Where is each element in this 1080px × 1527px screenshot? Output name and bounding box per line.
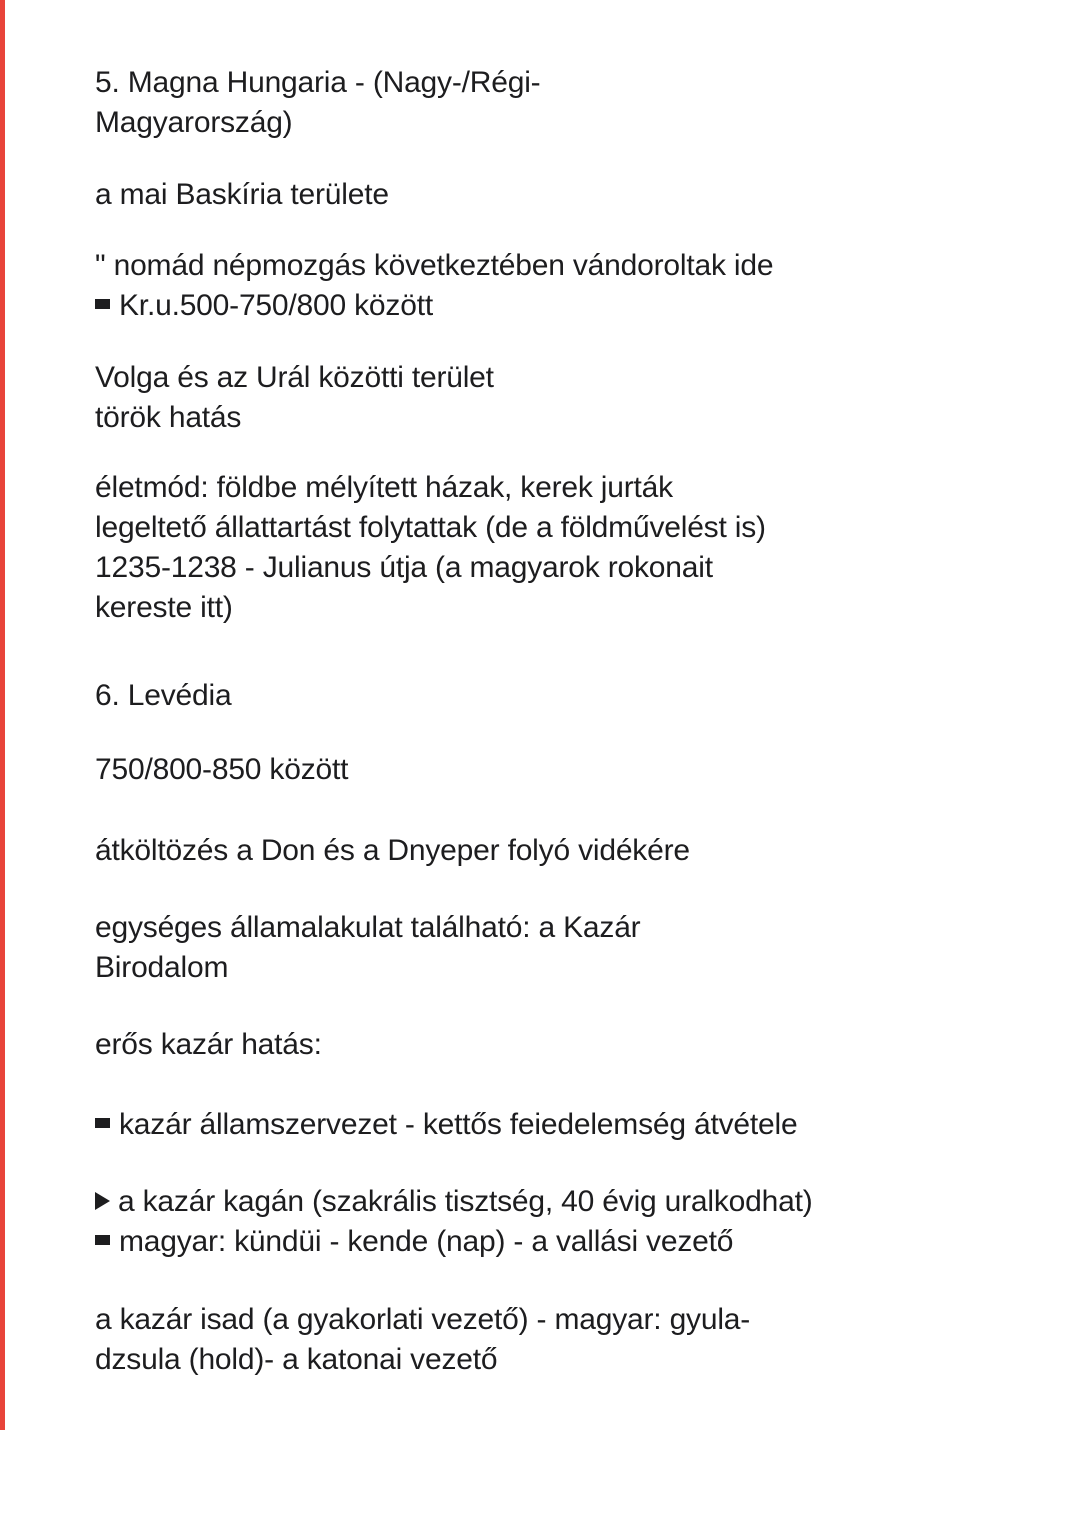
text-line xyxy=(95,1182,1030,1222)
text-line xyxy=(95,676,1030,716)
paragraph-dates xyxy=(95,750,1030,790)
body-text: 750/800-850 között xyxy=(95,753,349,786)
heading-text: Magyarország) xyxy=(95,106,293,139)
text-line xyxy=(95,750,1030,790)
text-line xyxy=(95,1300,1030,1340)
paragraph-allamszervezet xyxy=(95,1105,1030,1145)
square-bullet-icon xyxy=(95,1118,110,1128)
text-line xyxy=(95,175,1030,215)
body-text: Birodalom xyxy=(95,951,229,984)
text-line xyxy=(95,358,1030,398)
body-text: dzsula (hold)- a katonai vezető xyxy=(95,1343,498,1376)
left-red-stripe xyxy=(0,0,5,1430)
text-line xyxy=(95,63,1030,103)
text-line xyxy=(95,1340,1030,1380)
body-text: a mai Baskíria területe xyxy=(95,178,389,211)
paragraph-volga xyxy=(95,358,1030,438)
body-text: életmód: földbe mélyített házak, kerek jurták xyxy=(95,471,673,504)
triangle-bullet-icon xyxy=(95,1192,110,1210)
paragraph-eletmod xyxy=(95,468,1030,628)
body-text: átköltözés a Don és a Dnyeper folyó vidékére xyxy=(95,834,690,867)
text-line xyxy=(95,831,1030,871)
text-line xyxy=(95,1105,1030,1145)
body-text: " nomád népmozgás következtében vándoroltak ide xyxy=(95,249,774,282)
body-text: magyar: kündüi - kende (nap) - a vallási vezető xyxy=(119,1225,734,1258)
heading-text: 5. Magna Hungaria - (Nagy-/Régi- xyxy=(95,66,541,99)
square-bullet-icon xyxy=(95,299,110,309)
body-text: kereste itt) xyxy=(95,591,233,624)
text-line xyxy=(95,548,1030,588)
paragraph-eros-hatas xyxy=(95,1025,1030,1065)
heading-text: 6. Levédia xyxy=(95,679,232,712)
text-line xyxy=(95,588,1030,628)
paragraph-baskiria xyxy=(95,175,1030,215)
body-text: Kr.u.500-750/800 között xyxy=(119,289,433,322)
body-text: Volga és az Urál közötti terület xyxy=(95,361,494,394)
text-line xyxy=(95,468,1030,508)
text-line xyxy=(95,908,1030,948)
text-line xyxy=(95,948,1030,988)
text-line xyxy=(95,103,1030,143)
paragraph-isad xyxy=(95,1300,1030,1380)
body-text: a kazár kagán (szakrális tisztség, 40 évig uralkodhat) xyxy=(118,1185,813,1218)
heading-section-5 xyxy=(95,63,1030,143)
paragraph-atkoltozes xyxy=(95,831,1030,871)
body-text: 1235-1238 - Julianus útja (a magyarok rokonait xyxy=(95,551,713,584)
body-text: egységes államalakulat található: a Kazár xyxy=(95,911,641,944)
square-bullet-icon xyxy=(95,1235,110,1245)
body-text: a kazár isad (a gyakorlati vezető) - magyar: gyula- xyxy=(95,1303,751,1336)
text-line xyxy=(95,508,1030,548)
body-text: legeltető állattartást folytattak (de a földművelést is) xyxy=(95,511,766,544)
text-line xyxy=(95,398,1030,438)
body-text: erős kazár hatás: xyxy=(95,1028,322,1061)
body-text: kazár államszervezet - kettős feiedelemség átvétele xyxy=(119,1108,798,1141)
body-text: török hatás xyxy=(95,401,242,434)
text-line xyxy=(95,1025,1030,1065)
paragraph-kazar-birodalom xyxy=(95,908,1030,988)
heading-section-6 xyxy=(95,676,1030,716)
paragraph-kagan xyxy=(95,1182,1030,1262)
paragraph-nomad xyxy=(95,246,1030,326)
text-line xyxy=(95,1222,1030,1262)
text-line xyxy=(95,286,1030,326)
text-line xyxy=(95,246,1030,286)
